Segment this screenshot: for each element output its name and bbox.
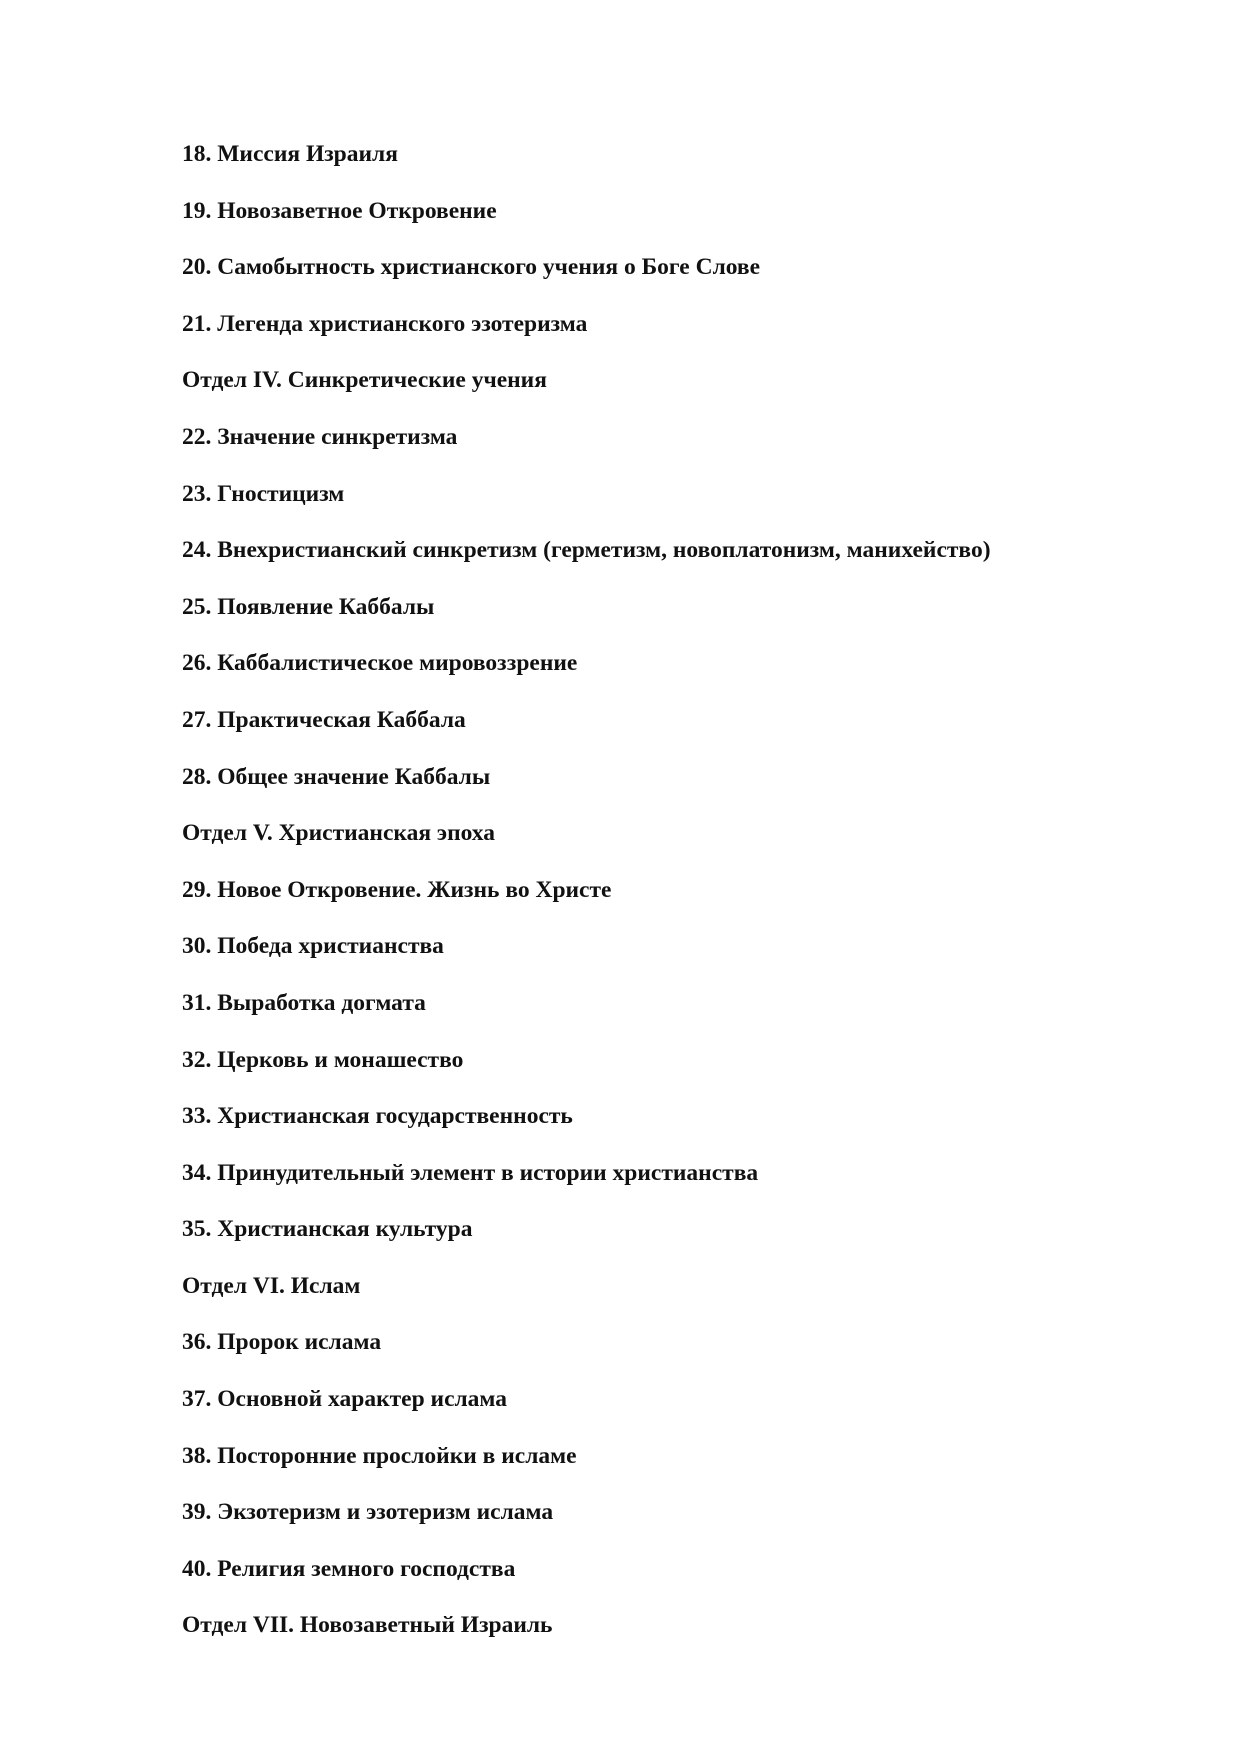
- section-heading-v: Отдел V. Христианская эпоха: [182, 820, 495, 847]
- section-heading-vi: Отдел VI. Ислам: [182, 1272, 361, 1299]
- toc-item-34: 34. Принудительный элемент в истории христианства: [182, 1159, 759, 1186]
- toc-item-25: 25. Появление Каббалы: [182, 593, 435, 620]
- section-heading-iv: Отдел IV. Синкретические учения: [182, 367, 547, 394]
- toc-item-38: 38. Посторонние прослойки в исламе: [182, 1442, 577, 1469]
- toc-item-24: 24. Внехристианский синкретизм (герметизм, новоплатонизм, манихейство): [182, 537, 991, 564]
- toc-item-32: 32. Церковь и монашество: [182, 1046, 464, 1073]
- toc-item-18: 18. Миссия Израиля: [182, 141, 398, 167]
- toc-item-36: 36. Пророк ислама: [182, 1329, 382, 1356]
- toc-item-20: 20. Самобытность христианского учения о Боге Слове: [182, 254, 761, 281]
- toc-item-21: 21. Легенда христианского эзотеризма: [182, 310, 588, 337]
- toc-item-27: 27. Практическая Каббала: [182, 706, 466, 733]
- toc-item-40: 40. Религия земного господства: [182, 1555, 516, 1582]
- section-heading-vii: Отдел VII. Новозаветный Израиль: [182, 1612, 553, 1639]
- table-of-contents: [182, 138, 1182, 1666]
- toc-item-39: 39. Экзотеризм и эзотеризм ислама: [182, 1499, 554, 1526]
- toc-item-37: 37. Основной характер ислама: [182, 1386, 508, 1413]
- toc-item-33: 33. Христианская государственность: [182, 1103, 573, 1130]
- toc-item-35: 35. Христианская культура: [182, 1216, 473, 1243]
- toc-item-28: 28. Общее значение Каббалы: [182, 763, 491, 790]
- toc-item-19: 19. Новозаветное Откровение: [182, 197, 497, 224]
- toc-item-26: 26. Каббалистическое мировоззрение: [182, 650, 578, 677]
- toc-item-23: 23. Гностицизм: [182, 480, 345, 507]
- toc-item-29: 29. Новое Откровение. Жизнь во Христе: [182, 876, 612, 903]
- toc-item-31: 31. Выработка догмата: [182, 989, 426, 1016]
- toc-item-30: 30. Победа христианства: [182, 933, 444, 960]
- toc-item-22: 22. Значение синкретизма: [182, 423, 458, 450]
